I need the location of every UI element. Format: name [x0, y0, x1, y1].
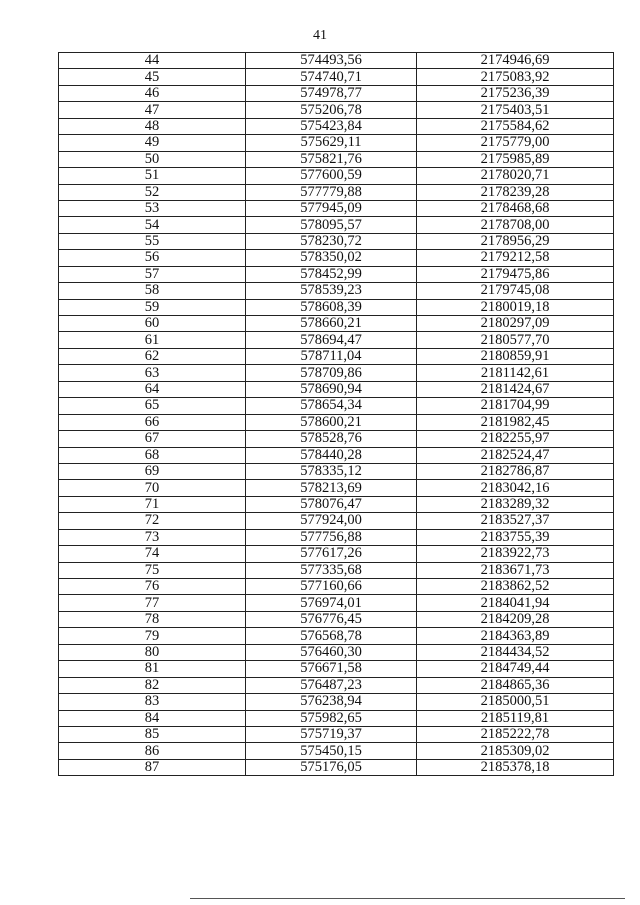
table-row: [59, 463, 614, 479]
y-coordinate-cell: 2179212,58: [417, 250, 614, 266]
point-number-cell: 49: [59, 135, 246, 151]
x-coordinate-cell: 578694,47: [246, 332, 417, 348]
point-number-cell: 66: [59, 414, 246, 430]
point-number-cell: 57: [59, 266, 246, 282]
x-coordinate-cell: 578230,72: [246, 233, 417, 249]
table-row: [59, 299, 614, 315]
y-coordinate-cell: 2179745,08: [417, 283, 614, 299]
x-coordinate-cell: 578654,34: [246, 398, 417, 414]
x-coordinate-cell: 577779,88: [246, 184, 417, 200]
y-coordinate-cell: 2179475,86: [417, 266, 614, 282]
table-row: [59, 562, 614, 578]
x-coordinate-cell: 578711,04: [246, 348, 417, 364]
point-number-cell: 75: [59, 562, 246, 578]
point-number-cell: 63: [59, 365, 246, 381]
point-number-cell: 60: [59, 316, 246, 332]
y-coordinate-cell: 2183755,39: [417, 529, 614, 545]
x-coordinate-cell: 578095,57: [246, 217, 417, 233]
x-coordinate-cell: 577924,00: [246, 513, 417, 529]
x-coordinate-cell: 578660,21: [246, 316, 417, 332]
page-edge-line: [190, 898, 625, 899]
table-row: [59, 480, 614, 496]
y-coordinate-cell: 2181982,45: [417, 414, 614, 430]
y-coordinate-cell: 2184749,44: [417, 661, 614, 677]
x-coordinate-cell: 577335,68: [246, 562, 417, 578]
y-coordinate-cell: 2183042,16: [417, 480, 614, 496]
point-number-cell: 44: [59, 53, 246, 69]
x-coordinate-cell: 575206,78: [246, 102, 417, 118]
point-number-cell: 51: [59, 168, 246, 184]
x-coordinate-cell: 578335,12: [246, 463, 417, 479]
y-coordinate-cell: 2178239,28: [417, 184, 614, 200]
table-row: [59, 529, 614, 545]
x-coordinate-cell: 575176,05: [246, 759, 417, 775]
point-number-cell: 52: [59, 184, 246, 200]
x-coordinate-cell: 578608,39: [246, 299, 417, 315]
table-row: [59, 102, 614, 118]
table-row: [59, 168, 614, 184]
point-number-cell: 47: [59, 102, 246, 118]
table-row: [59, 53, 614, 69]
point-number-cell: 70: [59, 480, 246, 496]
table-row: [59, 69, 614, 85]
page-number: 41: [313, 28, 327, 43]
x-coordinate-cell: 577617,26: [246, 546, 417, 562]
table-row: [59, 661, 614, 677]
y-coordinate-cell: 2184363,89: [417, 628, 614, 644]
x-coordinate-cell: 575450,15: [246, 743, 417, 759]
point-number-cell: 71: [59, 496, 246, 512]
y-coordinate-cell: 2185119,81: [417, 710, 614, 726]
table-row: [59, 266, 614, 282]
point-number-cell: 78: [59, 611, 246, 627]
x-coordinate-cell: 576974,01: [246, 595, 417, 611]
table-row: [59, 644, 614, 660]
x-coordinate-cell: 578539,23: [246, 283, 417, 299]
table-row: [59, 365, 614, 381]
y-coordinate-cell: 2175779,00: [417, 135, 614, 151]
table-row: [59, 595, 614, 611]
table-row: [59, 118, 614, 134]
point-number-cell: 69: [59, 463, 246, 479]
point-number-cell: 76: [59, 579, 246, 595]
table-row: [59, 135, 614, 151]
table-row: [59, 250, 614, 266]
x-coordinate-cell: 576487,23: [246, 677, 417, 693]
x-coordinate-cell: 577600,59: [246, 168, 417, 184]
x-coordinate-cell: 576460,30: [246, 644, 417, 660]
table-row: [59, 233, 614, 249]
point-number-cell: 81: [59, 661, 246, 677]
point-number-cell: 62: [59, 348, 246, 364]
table-row: [59, 743, 614, 759]
y-coordinate-cell: 2174946,69: [417, 53, 614, 69]
y-coordinate-cell: 2183922,73: [417, 546, 614, 562]
x-coordinate-cell: 574493,56: [246, 53, 417, 69]
point-number-cell: 65: [59, 398, 246, 414]
table-row: [59, 759, 614, 775]
y-coordinate-cell: 2183289,32: [417, 496, 614, 512]
table-row: [59, 546, 614, 562]
point-number-cell: 59: [59, 299, 246, 315]
y-coordinate-cell: 2182786,87: [417, 463, 614, 479]
point-number-cell: 68: [59, 447, 246, 463]
point-number-cell: 67: [59, 431, 246, 447]
y-coordinate-cell: 2185309,02: [417, 743, 614, 759]
point-number-cell: 55: [59, 233, 246, 249]
x-coordinate-cell: 578076,47: [246, 496, 417, 512]
y-coordinate-cell: 2175584,62: [417, 118, 614, 134]
x-coordinate-cell: 578440,28: [246, 447, 417, 463]
table-row: [59, 283, 614, 299]
x-coordinate-cell: 575629,11: [246, 135, 417, 151]
table-row: [59, 677, 614, 693]
y-coordinate-cell: 2185000,51: [417, 694, 614, 710]
table-row: [59, 200, 614, 216]
x-coordinate-cell: 578690,94: [246, 381, 417, 397]
table-row: [59, 348, 614, 364]
point-number-cell: 82: [59, 677, 246, 693]
y-coordinate-cell: 2178468,68: [417, 200, 614, 216]
table-row: [59, 398, 614, 414]
point-number-cell: 77: [59, 595, 246, 611]
table-row: [59, 579, 614, 595]
y-coordinate-cell: 2178708,00: [417, 217, 614, 233]
x-coordinate-cell: 578350,02: [246, 250, 417, 266]
y-coordinate-cell: 2178020,71: [417, 168, 614, 184]
point-number-cell: 46: [59, 85, 246, 101]
x-coordinate-cell: 575719,37: [246, 726, 417, 742]
x-coordinate-cell: 577160,66: [246, 579, 417, 595]
y-coordinate-cell: 2185222,78: [417, 726, 614, 742]
table-row: [59, 85, 614, 101]
y-coordinate-cell: 2175403,51: [417, 102, 614, 118]
y-coordinate-cell: 2180577,70: [417, 332, 614, 348]
x-coordinate-cell: 575423,84: [246, 118, 417, 134]
table-row: [59, 628, 614, 644]
x-coordinate-cell: 574740,71: [246, 69, 417, 85]
table-row: [59, 414, 614, 430]
x-coordinate-cell: 576776,45: [246, 611, 417, 627]
table-row: [59, 611, 614, 627]
x-coordinate-cell: 578213,69: [246, 480, 417, 496]
y-coordinate-cell: 2184209,28: [417, 611, 614, 627]
table-row: [59, 694, 614, 710]
point-number-cell: 85: [59, 726, 246, 742]
point-number-cell: 64: [59, 381, 246, 397]
table-row: [59, 496, 614, 512]
y-coordinate-cell: 2184041,94: [417, 595, 614, 611]
y-coordinate-cell: 2182255,97: [417, 431, 614, 447]
y-coordinate-cell: 2178956,29: [417, 233, 614, 249]
point-number-cell: 56: [59, 250, 246, 266]
point-number-cell: 87: [59, 759, 246, 775]
y-coordinate-cell: 2181424,67: [417, 381, 614, 397]
y-coordinate-cell: 2180297,09: [417, 316, 614, 332]
point-number-cell: 74: [59, 546, 246, 562]
y-coordinate-cell: 2184865,36: [417, 677, 614, 693]
table-row: [59, 431, 614, 447]
y-coordinate-cell: 2175236,39: [417, 85, 614, 101]
y-coordinate-cell: 2175985,89: [417, 151, 614, 167]
point-number-cell: 79: [59, 628, 246, 644]
point-number-cell: 54: [59, 217, 246, 233]
point-number-cell: 72: [59, 513, 246, 529]
table-row: [59, 151, 614, 167]
x-coordinate-cell: 578452,99: [246, 266, 417, 282]
table-row: [59, 726, 614, 742]
x-coordinate-cell: 578528,76: [246, 431, 417, 447]
point-number-cell: 48: [59, 118, 246, 134]
table-row: [59, 316, 614, 332]
coordinates-table: [58, 52, 614, 776]
x-coordinate-cell: 577756,88: [246, 529, 417, 545]
point-number-cell: 53: [59, 200, 246, 216]
y-coordinate-cell: 2180019,18: [417, 299, 614, 315]
table-row: [59, 513, 614, 529]
table-row: [59, 381, 614, 397]
x-coordinate-cell: 575982,65: [246, 710, 417, 726]
y-coordinate-cell: 2181142,61: [417, 365, 614, 381]
point-number-cell: 45: [59, 69, 246, 85]
point-number-cell: 58: [59, 283, 246, 299]
coordinates-table-body: [59, 53, 614, 776]
table-row: [59, 332, 614, 348]
table-row: [59, 447, 614, 463]
point-number-cell: 80: [59, 644, 246, 660]
x-coordinate-cell: 575821,76: [246, 151, 417, 167]
y-coordinate-cell: 2185378,18: [417, 759, 614, 775]
y-coordinate-cell: 2184434,52: [417, 644, 614, 660]
y-coordinate-cell: 2180859,91: [417, 348, 614, 364]
point-number-cell: 61: [59, 332, 246, 348]
y-coordinate-cell: 2183862,52: [417, 579, 614, 595]
x-coordinate-cell: 578600,21: [246, 414, 417, 430]
table-row: [59, 710, 614, 726]
x-coordinate-cell: 576671,58: [246, 661, 417, 677]
point-number-cell: 83: [59, 694, 246, 710]
point-number-cell: 73: [59, 529, 246, 545]
y-coordinate-cell: 2175083,92: [417, 69, 614, 85]
x-coordinate-cell: 576238,94: [246, 694, 417, 710]
y-coordinate-cell: 2183527,37: [417, 513, 614, 529]
y-coordinate-cell: 2182524,47: [417, 447, 614, 463]
point-number-cell: 84: [59, 710, 246, 726]
point-number-cell: 50: [59, 151, 246, 167]
x-coordinate-cell: 574978,77: [246, 85, 417, 101]
x-coordinate-cell: 578709,86: [246, 365, 417, 381]
y-coordinate-cell: 2181704,99: [417, 398, 614, 414]
y-coordinate-cell: 2183671,73: [417, 562, 614, 578]
table-row: [59, 217, 614, 233]
x-coordinate-cell: 577945,09: [246, 200, 417, 216]
x-coordinate-cell: 576568,78: [246, 628, 417, 644]
point-number-cell: 86: [59, 743, 246, 759]
table-row: [59, 184, 614, 200]
